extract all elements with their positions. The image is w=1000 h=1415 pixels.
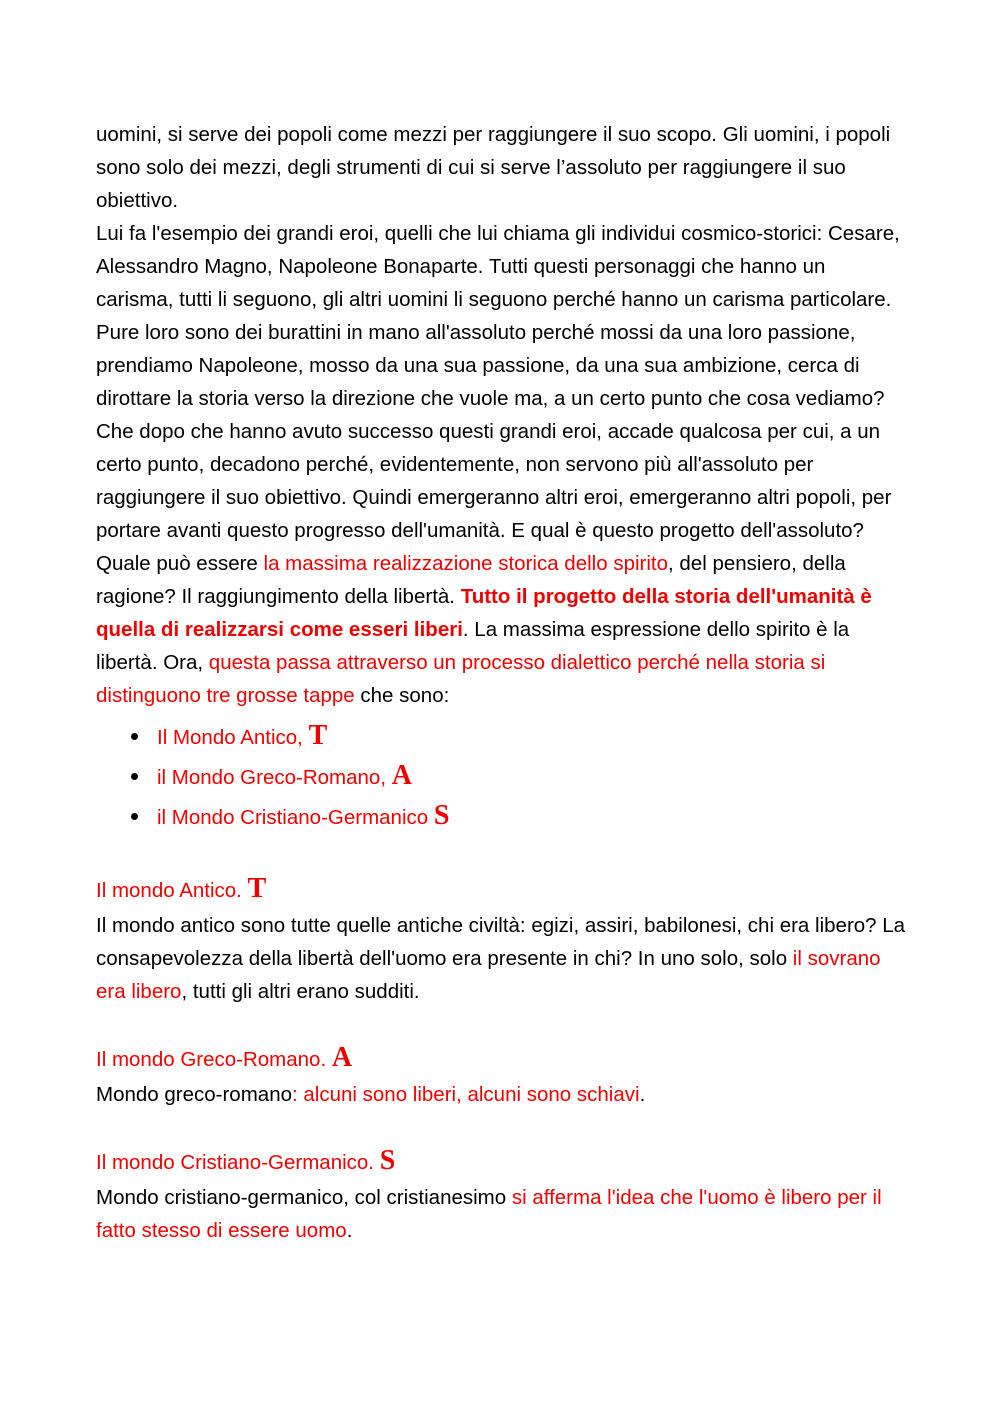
section-body-highlight: : alcuni sono liberi, alcuni sono schiavi bbox=[292, 1083, 640, 1106]
section-body-cristiano bbox=[96, 1181, 908, 1247]
main-text-2: , del pensiero, della ragione? Il raggiungimento della libertà. bbox=[96, 552, 846, 608]
section-body-text: Mondo greco-romano bbox=[96, 1083, 292, 1106]
section-heading-antico bbox=[96, 871, 908, 909]
section-body-antico bbox=[96, 909, 908, 1008]
intro-text: uomini, si serve dei popoli come mezzi per raggiungere il suo scopo. Gli uomini, i popoli sono solo dei mezzi, degli strumenti di cui si serve l’assoluto per raggiungere il suo obiettivo. bbox=[96, 123, 891, 212]
section-body-text: Il mondo antico sono tutte quelle antiche civiltà: egizi, assiri, babilonesi, chi era libero? La consapevolezza della libertà dell'uomo era presente in chi? In uno solo, solo bbox=[96, 914, 906, 970]
list-item-label: il Mondo Cristiano-Germanico bbox=[157, 806, 434, 829]
section-heading-cristiano bbox=[96, 1143, 908, 1181]
intro-paragraph bbox=[96, 118, 908, 217]
bullet-icon bbox=[131, 773, 138, 780]
document-page bbox=[96, 118, 908, 1247]
list-item bbox=[96, 756, 908, 796]
section-body-highlight: si afferma l'idea che l'uomo è libero per il fatto stesso di essere uomo bbox=[96, 1186, 882, 1242]
tappe-list bbox=[96, 716, 908, 836]
section-heading-text: Il mondo Greco-Romano. bbox=[96, 1048, 332, 1071]
highlight-processo: questa passa attraverso un processo dialettico perché nella storia si distinguono tre grosse tappe bbox=[96, 651, 826, 707]
section-heading-letter: T bbox=[247, 873, 267, 904]
section-heading-letter: S bbox=[379, 1145, 396, 1176]
list-item-label: il Mondo Greco-Romano, bbox=[157, 766, 392, 789]
list-item bbox=[96, 796, 908, 836]
main-paragraph bbox=[96, 217, 908, 712]
section-body-text-end: . bbox=[639, 1083, 646, 1106]
section-heading-letter: A bbox=[331, 1042, 353, 1073]
list-item-letter: T bbox=[308, 720, 328, 751]
main-text-4: che sono: bbox=[354, 684, 450, 707]
section-heading-text: Il mondo Antico. bbox=[96, 879, 248, 902]
main-text-1: Lui fa l'esempio dei grandi eroi, quelli che lui chiama gli individui cosmico-storici: Cesare, Alessandro Magno, Napoleone Bonaparte. Tutti questi personaggi che hanno un carisma, tutti li seguono, gli altri uomini li seguono perché hanno un carisma particolare. Pure loro sono dei burattini in mano all'assoluto perché mossi da una loro passione, prendiamo Napoleone, mosso da una sua passione, da una sua ambizione, cerca di dirottare la storia verso la direzione che vuole ma, a un certo punto che cosa vediamo? Che dopo che hanno avuto successo questi grandi eroi, accade qualcosa per cui, a un certo punto, decadono perché, evidentemente, non servono più all'assoluto per raggiungere il suo obiettivo. Quindi emergeranno altri eroi, emergeranno altri popoli, per portare avanti questo progresso dell'umanità. E qual è questo progetto dell'assoluto? Quale può essere bbox=[96, 222, 900, 575]
bullet-icon bbox=[131, 733, 138, 740]
list-item-letter: S bbox=[433, 800, 450, 831]
section-body-text-end: , tutti gli altri erano sudditi. bbox=[181, 980, 420, 1003]
section-body-text: Mondo cristiano-germanico, col cristianesimo bbox=[96, 1186, 512, 1209]
section-heading-text: Il mondo Cristiano-Germanico. bbox=[96, 1151, 380, 1174]
section-body-greco bbox=[96, 1078, 908, 1111]
highlight-realizzazione: la massima realizzazione storica dello spirito bbox=[263, 552, 668, 575]
section-heading-greco bbox=[96, 1040, 908, 1078]
section-body-text-end: . bbox=[346, 1219, 353, 1242]
list-item bbox=[96, 716, 908, 756]
section-body-highlight: il sovrano era libero bbox=[96, 947, 881, 1003]
bullet-icon bbox=[131, 813, 138, 820]
main-text-3: . La massima espressione dello spirito è la libertà. Ora, bbox=[96, 618, 850, 674]
list-item-label: Il Mondo Antico, bbox=[157, 726, 309, 749]
highlight-bold-progetto: Tutto il progetto della storia dell'umanità è quella di realizzarsi come esseri liberi bbox=[96, 585, 872, 641]
list-item-letter: A bbox=[391, 760, 412, 791]
